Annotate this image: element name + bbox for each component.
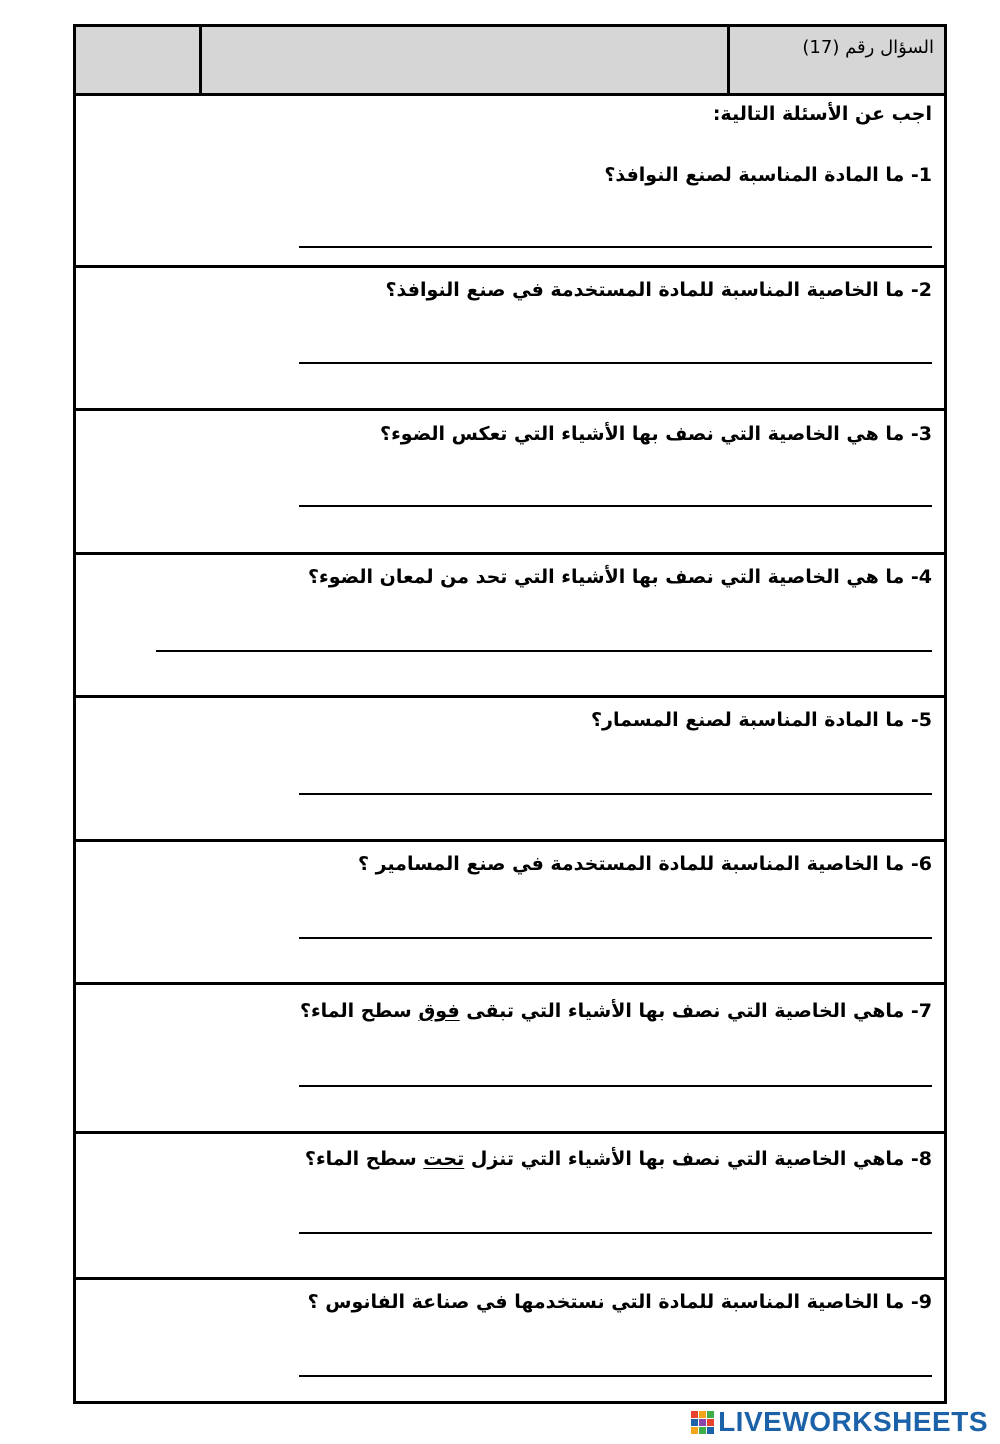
answer-line-9[interactable] xyxy=(299,1375,932,1377)
logo-square xyxy=(707,1411,714,1418)
question-section-6 xyxy=(76,842,944,985)
answer-line-8[interactable] xyxy=(299,1232,932,1234)
header-cell-question-number xyxy=(730,27,944,93)
question-6-text: 6- ما الخاصية المناسبة للمادة المستخدمة في صنع المسامير ؟ xyxy=(357,853,932,875)
header-cell-blank xyxy=(202,27,730,93)
answer-line-2[interactable] xyxy=(299,362,932,364)
answer-line-6[interactable] xyxy=(299,937,932,939)
logo-square xyxy=(699,1411,706,1418)
question-section-9 xyxy=(76,1280,944,1401)
question-section-1 xyxy=(76,93,944,268)
answer-line-7[interactable] xyxy=(299,1085,932,1087)
question-section-3 xyxy=(76,411,944,555)
question-section-5 xyxy=(76,698,944,842)
logo-square xyxy=(691,1419,698,1426)
question-number-label: السؤال رقم (17) xyxy=(802,37,934,58)
question-9-text: 9- ما الخاصية المناسبة للمادة التي نستخدمها في صناعة الفانوس ؟ xyxy=(307,1291,932,1313)
question-8-text: 8- ماهي الخاصية التي نصف بها الأشياء التي تنزل تحت سطح الماء؟ xyxy=(304,1148,932,1170)
logo-square xyxy=(699,1427,706,1434)
question-section-8 xyxy=(76,1134,944,1280)
question-3-text: 3- ما هي الخاصية التي نصف بها الأشياء التي تعكس الضوء؟ xyxy=(380,423,932,445)
question-section-4 xyxy=(76,555,944,698)
logo-square xyxy=(699,1419,706,1426)
header-row xyxy=(76,27,944,96)
question-4-text: 4- ما هي الخاصية التي نصف بها الأشياء التي تحد من لمعان الضوء؟ xyxy=(307,566,932,588)
logo-square xyxy=(707,1427,714,1434)
header-cell-score xyxy=(76,27,202,93)
question-5-text: 5- ما المادة المناسبة لصنع المسمار؟ xyxy=(591,709,932,731)
question-section-2 xyxy=(76,268,944,411)
answer-line-5[interactable] xyxy=(299,793,932,795)
logo-square xyxy=(691,1427,698,1434)
logo-grid-icon xyxy=(691,1411,714,1434)
instructions: اجب عن الأسئلة التالية: xyxy=(712,103,932,125)
question-7-text: 7- ماهي الخاصية التي نصف بها الأشياء التي تبقى فوق سطح الماء؟ xyxy=(299,1000,932,1022)
logo-text: LIVEWORKSHEETS xyxy=(718,1406,988,1437)
logo-square xyxy=(691,1411,698,1418)
logo-square xyxy=(707,1419,714,1426)
liveworksheets-logo xyxy=(691,1402,988,1442)
question-section-7 xyxy=(76,985,944,1134)
question-2-text: 2- ما الخاصية المناسبة للمادة المستخدمة في صنع النوافذ؟ xyxy=(385,279,932,301)
question-1-text: 1- ما المادة المناسبة لصنع النوافذ؟ xyxy=(604,164,932,186)
answer-line-4[interactable] xyxy=(156,650,932,652)
answer-line-1[interactable] xyxy=(299,246,932,248)
worksheet xyxy=(73,24,947,1404)
answer-line-3[interactable] xyxy=(299,505,932,507)
